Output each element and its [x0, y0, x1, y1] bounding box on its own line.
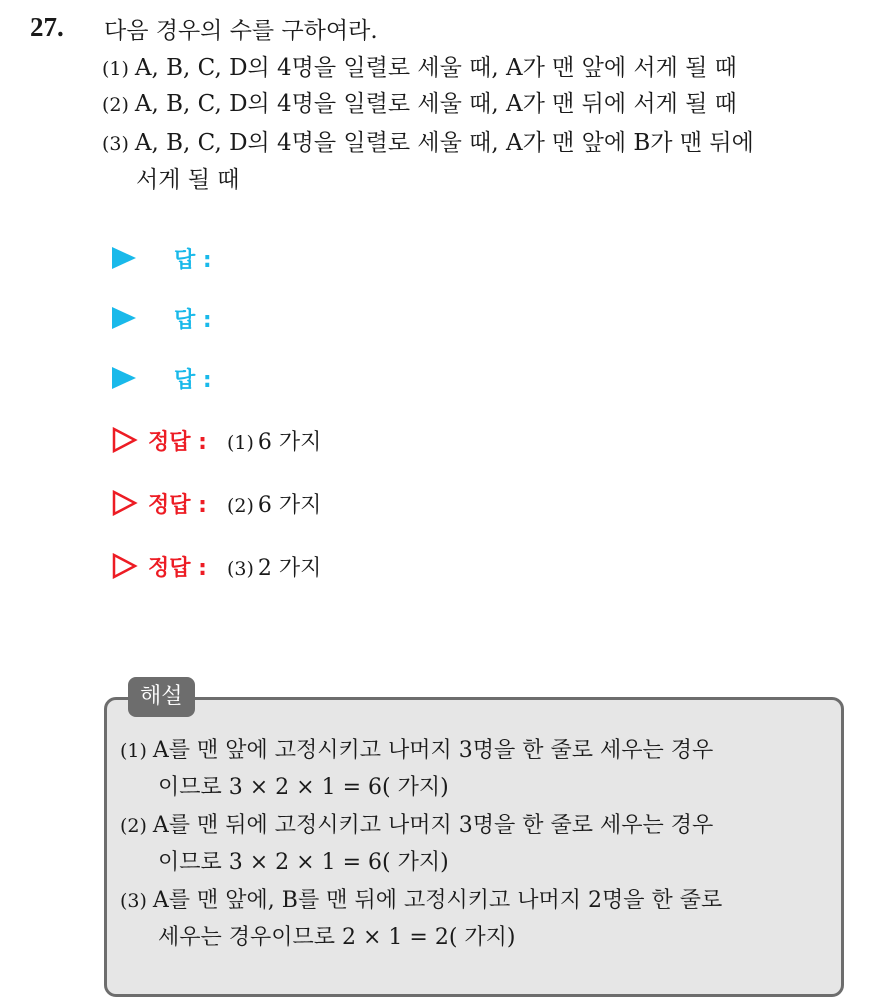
question-stem: 다음 경우의 수를 구하여라.	[104, 18, 378, 44]
solution-number: (2)	[226, 494, 254, 517]
explanation-text: A를 맨 앞에, B를 맨 뒤에 고정시키고 나머지 2명을 한 줄로	[152, 888, 723, 913]
solution-label: 정답 :	[148, 492, 207, 518]
explanation-item-2	[120, 808, 713, 844]
solution-row-3	[112, 549, 321, 583]
answer-row-2[interactable]	[112, 301, 212, 335]
outline-triangle-icon	[112, 427, 138, 453]
solution-label: 정답 :	[148, 429, 207, 455]
explanation-number: (1)	[120, 740, 147, 762]
solution-value	[227, 425, 321, 456]
answer-row-3[interactable]	[112, 361, 212, 395]
solution-text: 2 가지	[257, 555, 322, 581]
sub-question-number: (3)	[102, 133, 129, 155]
solution-row-2	[112, 486, 321, 520]
explanation-item-1	[120, 733, 713, 769]
explanation-item-3	[120, 883, 722, 919]
explanation-text: A를 맨 앞에 고정시키고 나머지 3명을 한 줄로 세우는 경우	[152, 738, 714, 763]
sub-question-number: (2)	[102, 94, 129, 116]
explanation-item-3-continued: 세우는 경우이므로 2 × 1 = 2( 가지)	[158, 925, 516, 950]
sub-question-text: A, B, C, D의 4명을 일렬로 세울 때, A가 맨 앞에 서게 될 때	[134, 55, 737, 81]
sub-question-3	[102, 125, 754, 162]
solution-number: (3)	[226, 557, 254, 580]
outline-triangle-icon	[112, 553, 138, 579]
outline-triangle-icon	[112, 490, 138, 516]
answer-label: 답 :	[174, 247, 212, 273]
play-triangle-icon	[112, 307, 136, 329]
play-triangle-icon	[112, 247, 136, 269]
explanation-number: (2)	[120, 815, 147, 837]
solution-text: 6 가지	[257, 429, 322, 455]
solution-value	[227, 488, 321, 519]
solution-number: (1)	[226, 431, 254, 454]
explanation-tag: 해설	[128, 677, 195, 717]
solution-row-1	[112, 423, 321, 457]
explanation-text: A를 맨 뒤에 고정시키고 나머지 3명을 한 줄로 세우는 경우	[152, 813, 714, 838]
sub-question-text: A, B, C, D의 4명을 일렬로 세울 때, A가 맨 뒤에 서게 될 때	[134, 91, 737, 117]
sub-question-number: (1)	[102, 58, 129, 80]
sub-question-2	[102, 86, 737, 123]
answer-label: 답 :	[174, 307, 212, 333]
answer-label: 답 :	[174, 367, 212, 393]
sub-question-text: A, B, C, D의 4명을 일렬로 세울 때, A가 맨 앞에 B가 맨 뒤에	[134, 130, 754, 156]
answer-row-1[interactable]	[112, 241, 212, 275]
explanation-item-2-continued: 이므로 3 × 2 × 1 = 6( 가지)	[158, 850, 449, 875]
explanation-number: (3)	[120, 890, 147, 912]
play-triangle-icon	[112, 367, 136, 389]
sub-question-3-continued: 서게 될 때	[136, 167, 240, 193]
solution-label: 정답 :	[148, 555, 207, 581]
sub-question-1	[102, 50, 737, 87]
question-number: 27.	[30, 12, 64, 42]
solution-value	[227, 551, 321, 582]
solution-text: 6 가지	[257, 492, 322, 518]
explanation-item-1-continued: 이므로 3 × 2 × 1 = 6( 가지)	[158, 775, 449, 800]
